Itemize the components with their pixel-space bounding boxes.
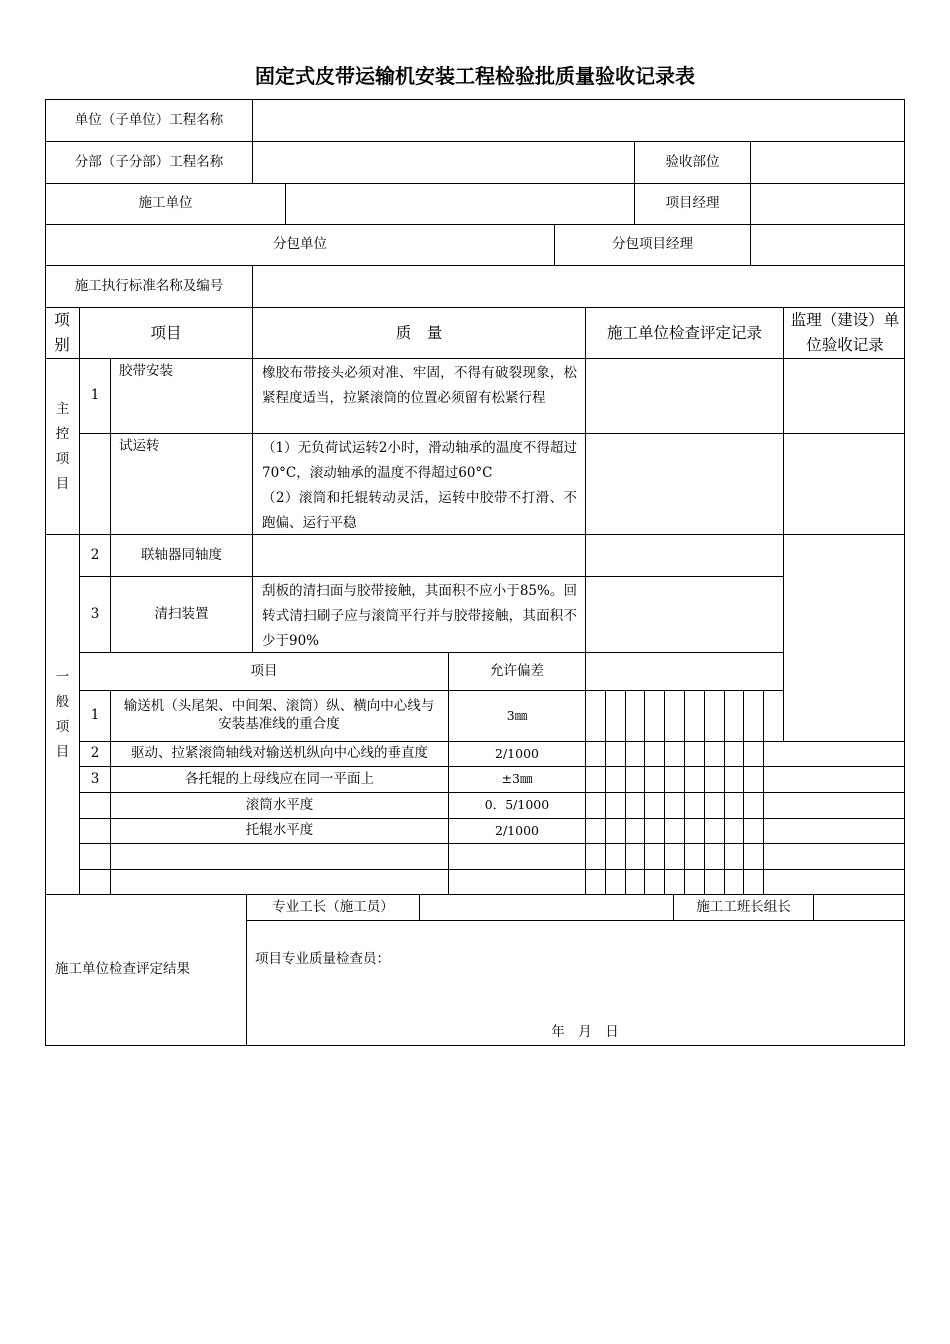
tolerance-row-2-item: 驱动、拉紧滚筒轴线对输送机纵向中心线的垂直度 [131, 745, 428, 762]
inspector-label: 项目专业质量检查员： [255, 951, 390, 968]
result-label: 施工单位检查评定结果 [55, 961, 190, 978]
general-supervisor-record[interactable] [784, 535, 904, 741]
tolerance-row-5-deviation: 2/1000 [495, 822, 539, 838]
category-header: 项别 [54, 311, 70, 354]
contractor-record-header: 施工单位检查评定记录 [606, 323, 762, 342]
tolerance-row-2-deviation: 2/1000 [495, 745, 539, 761]
acceptance-location-field[interactable] [751, 142, 904, 183]
main-item-1-supervisor-record[interactable] [784, 359, 904, 433]
division-project-field[interactable] [253, 142, 634, 183]
general-category [46, 535, 79, 894]
team-leader-label: 施工工班长组长 [696, 898, 791, 915]
date-label: 年 月 日 [551, 1024, 619, 1041]
general-item-2-name: 联轴器同轴度 [141, 546, 222, 563]
main-item-2-supervisor-record[interactable] [784, 434, 904, 534]
main-item-1-no: 1 [90, 387, 100, 404]
construction-unit-label: 施工单位 [138, 195, 193, 212]
tolerance-row-5-item: 托辊水平度 [245, 822, 314, 839]
unit-project-field[interactable] [253, 100, 904, 141]
quality-header: 质 量 [395, 323, 443, 342]
foreman-label: 专业工长（施工员） [272, 898, 394, 915]
standard-field[interactable] [253, 266, 904, 307]
main-item-2-requirement: （1）无负荷试运转2小时，滑动轴承的温度不得超过70°C，滚动轴承的温度不得超过60°C （2）滚筒和托辊转动灵活，运转中胶带不打滑、不跑偏、运行平稳 [262, 440, 577, 531]
team-leader-field[interactable] [814, 895, 904, 920]
tolerance-item-header: 项目 [250, 662, 278, 679]
main-control-label: 主控项目 [55, 400, 70, 492]
tolerance-row-3-item: 各托辊的上母线应在同一平面上 [185, 770, 374, 787]
tolerance-row-3-deviation: ±3㎜ [501, 771, 533, 787]
unit-project-label: 单位（子单位）工程名称 [74, 111, 224, 128]
tolerance-row-3-no: 3 [90, 770, 100, 787]
page-title: 固定式皮带运输机安装工程检验批质量验收记录表 [255, 64, 695, 88]
construction-unit-field[interactable] [286, 184, 634, 224]
supervisor-record-header: 监理（建设）单位验收记录 [790, 311, 900, 354]
general-item-2-contractor-record[interactable] [586, 535, 783, 576]
standard-label: 施工执行标准名称及编号 [74, 277, 224, 294]
subcontractor-label: 分包单位 [273, 236, 327, 253]
main-item-1-contractor-record[interactable] [586, 359, 783, 433]
general-label: 一般项目 [55, 668, 70, 760]
tolerance-row-1-item: 输送机（头尾架、中间架、滚筒）纵、横向中心线与安装基准线的重合度 [123, 698, 435, 732]
tolerance-row-5-no [80, 819, 110, 843]
general-item-2-requirement [253, 535, 585, 576]
acceptance-location-label: 验收部位 [665, 153, 720, 170]
main-item-1-name: 胶带安装 [119, 363, 173, 379]
project-manager-field[interactable] [751, 184, 904, 224]
subcontract-manager-label: 分包项目经理 [612, 236, 693, 253]
tolerance-row-4-deviation: 0．5/1000 [484, 797, 550, 813]
foreman-field[interactable] [420, 895, 673, 920]
tolerance-row-2-no: 2 [90, 745, 100, 762]
main-item-2-no [80, 434, 110, 534]
tolerance-row-1-no: 1 [90, 707, 100, 724]
main-item-2-contractor-record[interactable] [586, 434, 783, 534]
general-item-2-no: 2 [90, 546, 100, 563]
main-item-1-requirement: 橡胶布带接头必须对准、牢固，不得有破裂现象，松紧程度适当，拉紧滚筒的位置必须留有松紧行程 [262, 365, 577, 406]
division-project-label: 分部（子分部）工程名称 [74, 153, 224, 170]
general-item-3-no: 3 [90, 605, 100, 622]
general-item-3-contractor-record[interactable] [586, 577, 783, 652]
subcontract-manager-field[interactable] [751, 225, 904, 265]
general-item-3-name: 清扫装置 [154, 605, 209, 622]
main-control-category [46, 359, 79, 534]
tolerance-deviation-header: 允许偏差 [490, 662, 544, 679]
main-item-2-name: 试运转 [119, 438, 160, 454]
item-header: 项目 [150, 323, 182, 342]
general-item-3-requirement: 刮板的清扫面与胶带接触，其面积不应小于85%。回转式清扫刷子应与滚筒平行并与胶带接触，其面积不少于90% [262, 583, 577, 649]
tolerance-row-1-deviation: 3㎜ [506, 707, 528, 723]
tolerance-row-4-item: 滚筒水平度 [245, 796, 314, 813]
project-manager-label: 项目经理 [665, 195, 720, 212]
tolerance-row-4-no [80, 793, 110, 818]
